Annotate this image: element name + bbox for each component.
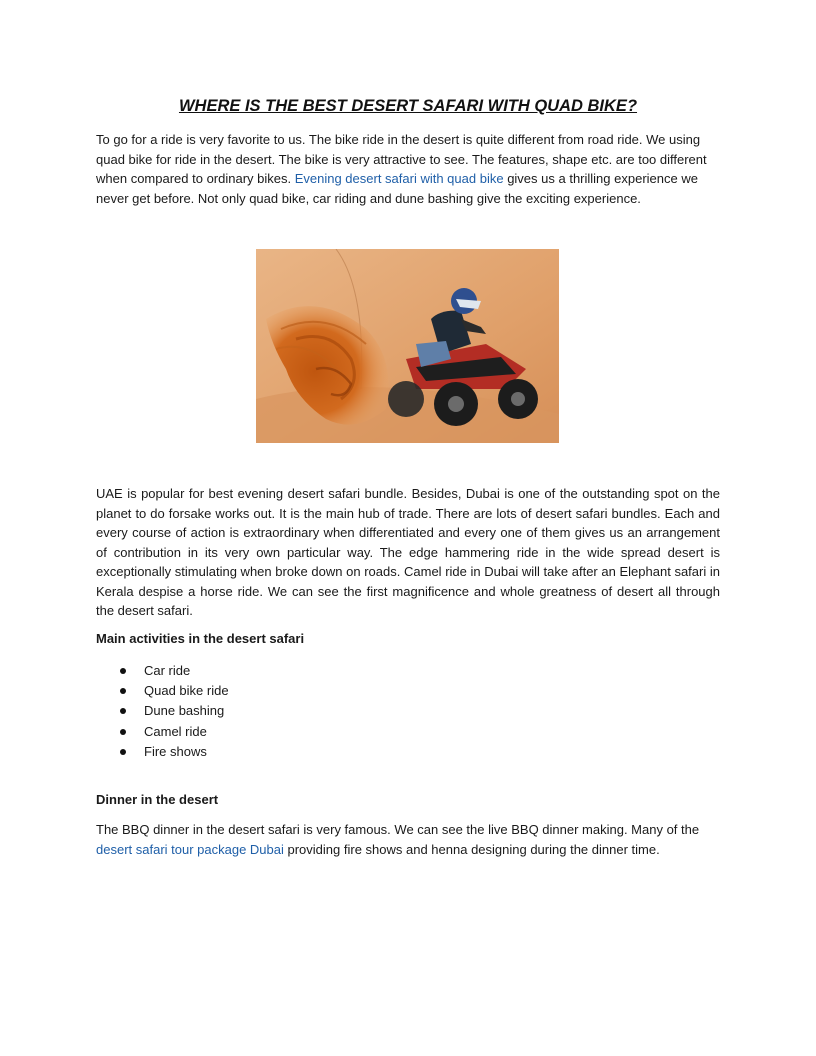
page-title: WHERE IS THE BEST DESERT SAFARI WITH QUAD BIKE? (178, 97, 638, 115)
tour-package-link[interactable]: desert safari tour package Dubai (96, 841, 284, 857)
list-item-label: Car ride (144, 663, 191, 678)
list-item (96, 661, 229, 681)
activities-heading: Main activities in the desert safari (96, 631, 305, 646)
intro-paragraph (96, 130, 720, 208)
uae-paragraph: UAE is popular for best evening desert safari bundle. Besides, Dubai is one of the outstanding spot on the planet to do forsake works out. It is the main hub of trade. There are lots of desert safari bundles. Each and every course of action is extraordinary when differentiated and every one of them gives us an arrangement of contribution in its very own particular way. The edge hammering ride in the wide spread desert is exceptionally stimulating when broke down on roads. Camel ride in Dubai will take after an Elephant safari in Kerala despise a horse ride. We can see the first magnificence and whole greatness of desert all through the desert safari. (96, 486, 720, 618)
bullet-icon (120, 688, 126, 694)
list-item-label: Dune bashing (144, 703, 225, 719)
list-item-label: Quad bike ride (144, 683, 229, 699)
quad-bike-illustration (256, 249, 559, 443)
list-item-label: Fire shows (144, 743, 207, 759)
bullet-icon (120, 668, 126, 674)
dinner-paragraph (96, 820, 720, 859)
dinner-text-end: providing fire shows and henna designing during the dinner time. (283, 841, 660, 857)
list-item (96, 722, 229, 742)
list-item (96, 681, 229, 701)
bullet-icon (120, 749, 126, 755)
activities-list (96, 661, 229, 762)
list-item-label: Camel ride (144, 723, 207, 739)
dinner-heading: Dinner in the desert (96, 792, 219, 807)
quad-bike-photo (256, 249, 559, 443)
intro-text-end: gives us a thrilling experience we never get before. Not only quad bike, car riding and dune bashing give the exciting experience. (96, 171, 698, 206)
evening-safari-link[interactable]: Evening desert safari with quad bike (294, 171, 504, 186)
bullet-icon (120, 708, 126, 714)
intro-text-start: To go for a ride is very favorite to us. The bike ride in the desert is quite different from road ride. We using quad bike for ride in the desert. The bike is very attractive to see. The features, shape etc. are too different when compared to ordinary bikes. (96, 132, 707, 186)
list-item (96, 742, 229, 762)
dinner-text-start: The BBQ dinner in the desert safari is very famous. We can see the live BBQ dinner making. Many of the (96, 822, 700, 837)
bullet-icon (120, 729, 126, 735)
list-item (96, 701, 229, 721)
